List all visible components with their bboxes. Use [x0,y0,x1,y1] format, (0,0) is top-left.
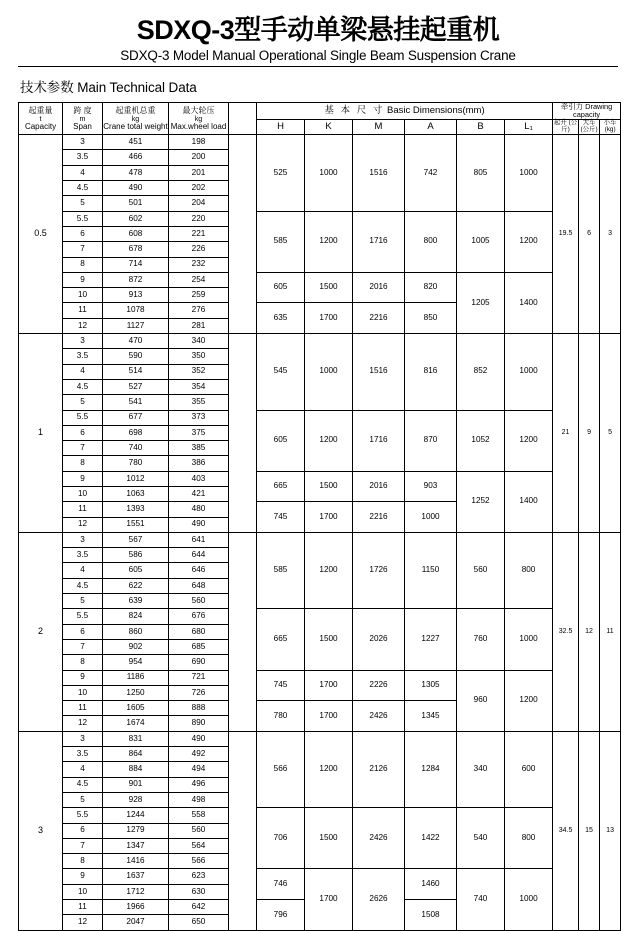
cell-span: 6 [63,624,103,639]
cell-dim-k: 1000 [305,334,353,410]
cell-dim-h: 585 [257,211,305,272]
cell-dim-b: 340 [457,731,505,807]
table-body [19,135,621,930]
cell-dim-a: 742 [405,135,457,211]
cell-draw-hoist: 34.5 [553,731,579,930]
head-dim-l1: L₁ [505,119,553,134]
cell-span: 10 [63,884,103,899]
cell-span: 3.5 [63,548,103,563]
cell-crane-weight: 514 [103,364,169,379]
cell-wheel-load: 623 [169,869,229,884]
cell-draw-long: 12 [579,532,600,731]
cell-dim-k: 1700 [305,502,353,533]
cell-crane-weight: 678 [103,242,169,257]
cell-wheel-load: 340 [169,334,229,349]
cell-dim-a: 1150 [405,532,457,608]
cell-crane-weight: 872 [103,272,169,287]
cell-crane-weight: 824 [103,609,169,624]
table-row [19,272,621,287]
cell-span: 11 [63,701,103,716]
cell-span: 4.5 [63,379,103,394]
cell-wheel-load: 355 [169,395,229,410]
cell-dim-b: 560 [457,532,505,608]
cell-dim-l1: 600 [505,731,553,807]
cell-dim-m: 2026 [353,609,405,670]
cell-spacer [229,532,257,731]
cell-dim-m: 2626 [353,869,405,930]
cell-crane-weight: 901 [103,777,169,792]
cell-wheel-load: 644 [169,548,229,563]
cell-crane-weight: 608 [103,226,169,241]
cell-span: 11 [63,502,103,517]
cell-span: 3 [63,334,103,349]
head-dim-h: H [257,119,305,134]
cell-dim-m: 1516 [353,135,405,211]
cell-wheel-load: 560 [169,594,229,609]
cell-wheel-load: 558 [169,808,229,823]
table-row [19,609,621,624]
cell-capacity: 1 [19,334,63,533]
cell-dim-h: 706 [257,808,305,869]
cell-dim-l1: 800 [505,532,553,608]
cell-dim-l1: 1400 [505,272,553,333]
cell-dim-m: 2216 [353,303,405,334]
cell-span: 10 [63,487,103,502]
cell-dim-l1: 1200 [505,410,553,471]
cell-wheel-load: 721 [169,670,229,685]
cell-wheel-load: 221 [169,226,229,241]
cell-wheel-load: 890 [169,716,229,731]
cell-dim-h: 745 [257,670,305,701]
cell-span: 4 [63,762,103,777]
cell-dim-m: 2016 [353,272,405,303]
table-row [19,410,621,425]
head-capacity: 起重量 t Capacity [19,103,63,135]
cell-wheel-load: 648 [169,578,229,593]
cell-span: 4.5 [63,578,103,593]
cell-dim-k: 1700 [305,670,353,701]
cell-wheel-load: 220 [169,211,229,226]
cell-span: 3 [63,731,103,746]
cell-span: 5 [63,196,103,211]
cell-span: 12 [63,318,103,333]
cell-draw-cross: 5 [600,334,621,533]
cell-dim-h: 665 [257,471,305,502]
cell-wheel-load: 375 [169,425,229,440]
head-draw-hoist: 起升 (公斤) [554,119,578,134]
cell-dim-k: 1000 [305,135,353,211]
cell-span: 4 [63,364,103,379]
cell-dim-b: 960 [457,670,505,731]
cell-span: 3 [63,532,103,547]
cell-crane-weight: 1012 [103,471,169,486]
head-crane-weight: 起重机总重 kg Crane total weight [103,103,169,135]
cell-wheel-load: 200 [169,150,229,165]
cell-wheel-load: 350 [169,349,229,364]
cell-wheel-load: 373 [169,410,229,425]
head-dim-a: A [405,119,457,134]
cell-crane-weight: 864 [103,747,169,762]
cell-crane-weight: 1186 [103,670,169,685]
head-wheel-load: 最大轮压 kg Max.wheel load [169,103,229,135]
cell-dim-h: 796 [257,900,305,931]
cell-dim-a: 816 [405,334,457,410]
cell-crane-weight: 780 [103,456,169,471]
cell-dim-b: 1052 [457,410,505,471]
cell-dim-m: 2426 [353,808,405,869]
cell-dim-b: 740 [457,869,505,930]
cell-dim-b: 1252 [457,471,505,532]
cell-dim-a: 1508 [405,900,457,931]
cell-dim-m: 1726 [353,532,405,608]
cell-dim-k: 1200 [305,410,353,471]
table-row [19,808,621,823]
head-span: 跨 度 m Span [63,103,103,135]
cell-dim-m: 2216 [353,502,405,533]
technical-data-table [18,102,621,930]
cell-crane-weight: 740 [103,441,169,456]
cell-span: 9 [63,272,103,287]
cell-dim-b: 540 [457,808,505,869]
cell-wheel-load: 494 [169,762,229,777]
cell-crane-weight: 1712 [103,884,169,899]
cell-spacer [229,334,257,533]
head-draw-long: 大车 (公斤) [580,119,598,134]
cell-dim-k: 1500 [305,808,353,869]
cell-dim-a: 1284 [405,731,457,807]
cell-span: 5.5 [63,609,103,624]
table-row [19,471,621,486]
cell-crane-weight: 1078 [103,303,169,318]
cell-span: 5.5 [63,211,103,226]
cell-crane-weight: 2047 [103,915,169,930]
cell-crane-weight: 622 [103,578,169,593]
cell-crane-weight: 913 [103,288,169,303]
cell-wheel-load: 566 [169,854,229,869]
cell-dim-m: 1516 [353,334,405,410]
cell-wheel-load: 403 [169,471,229,486]
cell-dim-h: 780 [257,701,305,732]
cell-dim-h: 525 [257,135,305,211]
cell-crane-weight: 567 [103,532,169,547]
cell-span: 4.5 [63,777,103,792]
cell-dim-m: 1716 [353,410,405,471]
cell-wheel-load: 646 [169,563,229,578]
cell-dim-a: 1460 [405,869,457,900]
cell-crane-weight: 1674 [103,716,169,731]
cell-dim-k: 1700 [305,303,353,334]
cell-dim-l1: 1000 [505,869,553,930]
section-title: 技术参数 Main Technical Data [20,80,197,96]
cell-dim-k: 1700 [305,701,353,732]
cell-dim-l1: 1000 [505,609,553,670]
cell-dim-l1: 1000 [505,334,553,410]
cell-dim-k: 1200 [305,731,353,807]
cell-span: 10 [63,288,103,303]
cell-wheel-load: 281 [169,318,229,333]
cell-dim-h: 745 [257,502,305,533]
cell-crane-weight: 527 [103,379,169,394]
cell-crane-weight: 605 [103,563,169,578]
table-row [19,731,621,746]
cell-dim-m: 2226 [353,670,405,701]
cell-crane-weight: 602 [103,211,169,226]
cell-span: 5.5 [63,410,103,425]
cell-wheel-load: 726 [169,685,229,700]
cell-dim-a: 870 [405,410,457,471]
cell-wheel-load: 650 [169,915,229,930]
cell-draw-long: 9 [579,334,600,533]
cell-dim-h: 746 [257,869,305,900]
cell-crane-weight: 470 [103,334,169,349]
head-dim-b: B [457,119,505,134]
table-row [19,334,621,349]
table-row [19,532,621,547]
cell-crane-weight: 541 [103,395,169,410]
cell-wheel-load: 198 [169,135,229,150]
cell-draw-long: 6 [579,135,600,334]
cell-dim-h: 566 [257,731,305,807]
head-dim-k: K [305,119,353,134]
cell-dim-b: 852 [457,334,505,410]
table-row [19,211,621,226]
cell-dim-a: 1000 [405,502,457,533]
cell-draw-long: 15 [579,731,600,930]
cell-span: 11 [63,900,103,915]
cell-span: 4 [63,165,103,180]
cell-dim-a: 1227 [405,609,457,670]
cell-wheel-load: 276 [169,303,229,318]
page-subtitle: SDXQ-3 Model Manual Operational Single Beam Suspension Crane [120,48,516,64]
cell-crane-weight: 639 [103,594,169,609]
cell-span: 9 [63,471,103,486]
cell-dim-b: 805 [457,135,505,211]
cell-wheel-load: 496 [169,777,229,792]
cell-span: 8 [63,456,103,471]
cell-span: 9 [63,670,103,685]
cell-dim-m: 1716 [353,211,405,272]
cell-span: 3 [63,135,103,150]
cell-crane-weight: 698 [103,425,169,440]
cell-dim-k: 1700 [305,869,353,930]
cell-crane-weight: 1063 [103,487,169,502]
cell-span: 12 [63,716,103,731]
cell-span: 4.5 [63,181,103,196]
cell-span: 4 [63,563,103,578]
cell-crane-weight: 451 [103,135,169,150]
cell-spacer [229,135,257,334]
cell-wheel-load: 630 [169,884,229,899]
head-row-1 [19,103,621,120]
cell-crane-weight: 884 [103,762,169,777]
cell-span: 6 [63,226,103,241]
cell-span: 7 [63,639,103,654]
head-basic-dimensions: 基 本 尺 寸 Basic Dimensions(mm) [257,103,553,120]
cell-dim-l1: 1400 [505,471,553,532]
cell-crane-weight: 501 [103,196,169,211]
cell-span: 7 [63,441,103,456]
cell-dim-a: 1422 [405,808,457,869]
cell-dim-a: 1345 [405,701,457,732]
cell-draw-hoist: 19.5 [553,135,579,334]
cell-span: 7 [63,242,103,257]
cell-wheel-load: 490 [169,517,229,532]
cell-crane-weight: 831 [103,731,169,746]
cell-spacer [229,731,257,930]
cell-crane-weight: 490 [103,181,169,196]
cell-wheel-load: 354 [169,379,229,394]
cell-crane-weight: 1637 [103,869,169,884]
cell-dim-m: 2126 [353,731,405,807]
cell-crane-weight: 928 [103,792,169,807]
cell-capacity: 2 [19,532,63,731]
cell-span: 11 [63,303,103,318]
cell-span: 8 [63,854,103,869]
cell-wheel-load: 680 [169,624,229,639]
cell-wheel-load: 676 [169,609,229,624]
cell-crane-weight: 677 [103,410,169,425]
cell-crane-weight: 1393 [103,502,169,517]
cell-dim-h: 605 [257,272,305,303]
cell-crane-weight: 478 [103,165,169,180]
cell-wheel-load: 642 [169,900,229,915]
table-head [19,103,621,135]
cell-crane-weight: 586 [103,548,169,563]
cell-wheel-load: 202 [169,181,229,196]
cell-crane-weight: 902 [103,639,169,654]
title-divider [18,66,618,67]
cell-dim-b: 1205 [457,272,505,333]
cell-wheel-load: 480 [169,502,229,517]
cell-dim-a: 800 [405,211,457,272]
cell-draw-cross: 11 [600,532,621,731]
cell-wheel-load: 386 [169,456,229,471]
cell-span: 8 [63,655,103,670]
page-title: SDXQ-3型手动单梁悬挂起重机 [136,15,500,45]
cell-span: 6 [63,425,103,440]
cell-draw-cross: 3 [600,135,621,334]
cell-crane-weight: 860 [103,624,169,639]
cell-dim-a: 820 [405,272,457,303]
cell-dim-k: 1500 [305,609,353,670]
cell-span: 9 [63,869,103,884]
cell-dim-l1: 800 [505,808,553,869]
cell-dim-a: 903 [405,471,457,502]
cell-capacity: 3 [19,731,63,930]
cell-dim-k: 1200 [305,532,353,608]
cell-crane-weight: 1244 [103,808,169,823]
cell-wheel-load: 232 [169,257,229,272]
cell-span: 5 [63,395,103,410]
cell-wheel-load: 690 [169,655,229,670]
cell-wheel-load: 204 [169,196,229,211]
cell-dim-h: 545 [257,334,305,410]
cell-wheel-load: 498 [169,792,229,807]
cell-crane-weight: 1127 [103,318,169,333]
cell-wheel-load: 685 [169,639,229,654]
cell-dim-k: 1500 [305,471,353,502]
cell-span: 5 [63,792,103,807]
cell-wheel-load: 641 [169,532,229,547]
cell-crane-weight: 466 [103,150,169,165]
cell-dim-h: 665 [257,609,305,670]
cell-crane-weight: 590 [103,349,169,364]
cell-dim-a: 850 [405,303,457,334]
cell-dim-b: 1005 [457,211,505,272]
cell-dim-k: 1200 [305,211,353,272]
cell-wheel-load: 254 [169,272,229,287]
cell-capacity: 0.5 [19,135,63,334]
cell-draw-hoist: 21 [553,334,579,533]
cell-dim-k: 1500 [305,272,353,303]
cell-span: 7 [63,838,103,853]
cell-span: 12 [63,517,103,532]
cell-wheel-load: 564 [169,838,229,853]
cell-crane-weight: 1347 [103,838,169,853]
cell-dim-l1: 1200 [505,211,553,272]
head-blank-spacer [229,103,257,135]
cell-wheel-load: 888 [169,701,229,716]
cell-dim-l1: 1000 [505,135,553,211]
cell-dim-m: 2016 [353,471,405,502]
cell-wheel-load: 201 [169,165,229,180]
cell-dim-h: 605 [257,410,305,471]
cell-draw-hoist: 32.5 [553,532,579,731]
cell-wheel-load: 492 [169,747,229,762]
cell-dim-a: 1305 [405,670,457,701]
table-row [19,670,621,685]
cell-dim-h: 635 [257,303,305,334]
cell-crane-weight: 1605 [103,701,169,716]
cell-span: 10 [63,685,103,700]
cell-wheel-load: 259 [169,288,229,303]
cell-draw-cross: 13 [600,731,621,930]
cell-wheel-load: 490 [169,731,229,746]
cell-wheel-load: 352 [169,364,229,379]
cell-span: 5 [63,594,103,609]
cell-dim-l1: 1200 [505,670,553,731]
table-row [19,869,621,884]
cell-span: 6 [63,823,103,838]
head-dim-m: M [353,119,405,134]
cell-crane-weight: 1279 [103,823,169,838]
cell-crane-weight: 1250 [103,685,169,700]
cell-span: 3.5 [63,150,103,165]
cell-span: 12 [63,915,103,930]
cell-dim-b: 760 [457,609,505,670]
cell-wheel-load: 385 [169,441,229,456]
cell-crane-weight: 1551 [103,517,169,532]
head-drawing-capacity: 牵引力 Drawing capacity [553,103,621,120]
cell-crane-weight: 1966 [103,900,169,915]
cell-span: 3.5 [63,747,103,762]
cell-crane-weight: 954 [103,655,169,670]
cell-wheel-load: 226 [169,242,229,257]
head-draw-cross: 小车 (kg) [600,119,621,134]
cell-wheel-load: 421 [169,487,229,502]
cell-span: 8 [63,257,103,272]
table-row [19,135,621,150]
cell-crane-weight: 714 [103,257,169,272]
cell-dim-h: 585 [257,532,305,608]
cell-wheel-load: 560 [169,823,229,838]
cell-span: 5.5 [63,808,103,823]
cell-span: 3.5 [63,349,103,364]
cell-dim-m: 2426 [353,701,405,732]
cell-crane-weight: 1416 [103,854,169,869]
